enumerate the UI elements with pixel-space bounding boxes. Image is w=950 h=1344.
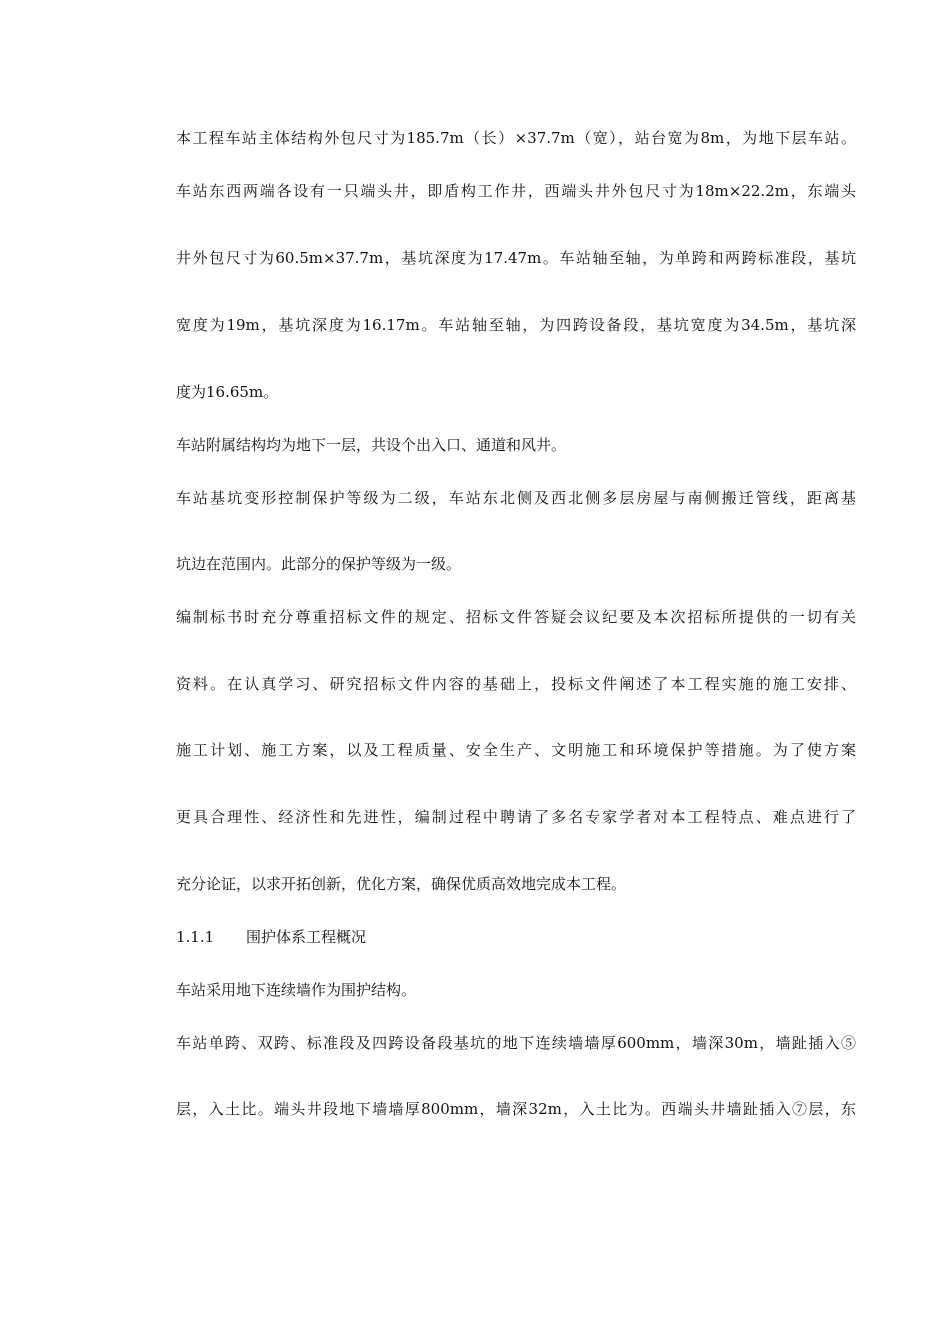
section-title: 围护体系工程概况 [246, 928, 367, 946]
paragraph-line: 车站附属结构均为地下一层，共设个出入口、通道和风井。 [176, 436, 567, 454]
section-heading [176, 927, 856, 947]
paragraph-line: 资料。在认真学习、研究招标文件内容的基础上，投标文件阐述了本工程实施的施工安排、 [176, 675, 856, 693]
paragraph-line: 坑边在范围内。此部分的保护等级为一级。 [176, 555, 462, 573]
paragraph-line: 充分论证，以求开拓创新，优化方案，确保优质高效地完成本工程。 [176, 875, 627, 893]
paragraph-line: 车站东西两端各设有一只端头井，即盾构工作井，西端头井外包尺寸为18m×22.2m，东端头 [176, 182, 856, 200]
paragraph-line: 层，入土比。端头井段地下墙墙厚800mm，墙深32m，入土比为。西端头井墙趾插入⑦层，东 [176, 1100, 856, 1118]
paragraph-line: 车站基坑变形控制保护等级为二级，车站东北侧及西北侧多层房屋与南侧搬迁管线，距离基 [176, 489, 856, 507]
paragraph-line: 宽度为19m，基坑深度为16.17m。车站轴至轴，为四跨设备段，基坑宽度为34.5m，基坑深 [176, 316, 856, 334]
paragraph-line: 度为16.65m。 [176, 383, 279, 401]
paragraph-line: 车站采用地下连续墙作为围护结构。 [176, 981, 417, 999]
paragraph-line: 编制标书时充分尊重招标文件的规定、招标文件答疑会议纪要及本次招标所提供的一切有关 [176, 608, 856, 626]
paragraph-line: 车站单跨、双跨、标准段及四跨设备段基坑的地下连续墙墙厚600mm，墙深30m，墙趾插入⑤ [176, 1034, 856, 1052]
paragraph-line: 本工程车站主体结构外包尺寸为185.7m（长）×37.7m（宽），站台宽为8m，为地下层车站。 [176, 129, 856, 147]
paragraph-line: 施工计划、施工方案，以及工程质量、安全生产、文明施工和环境保护等措施。为了使方案 [176, 741, 856, 759]
paragraph-line: 井外包尺寸为60.5m×37.7m，基坑深度为17.47m。车站轴至轴，为单跨和两跨标准段，基坑 [176, 249, 856, 267]
paragraph-line: 更具合理性、经济性和先进性，编制过程中聘请了多名专家学者对本工程特点、难点进行了 [176, 808, 856, 826]
section-number: 1.1.1 [176, 928, 215, 946]
